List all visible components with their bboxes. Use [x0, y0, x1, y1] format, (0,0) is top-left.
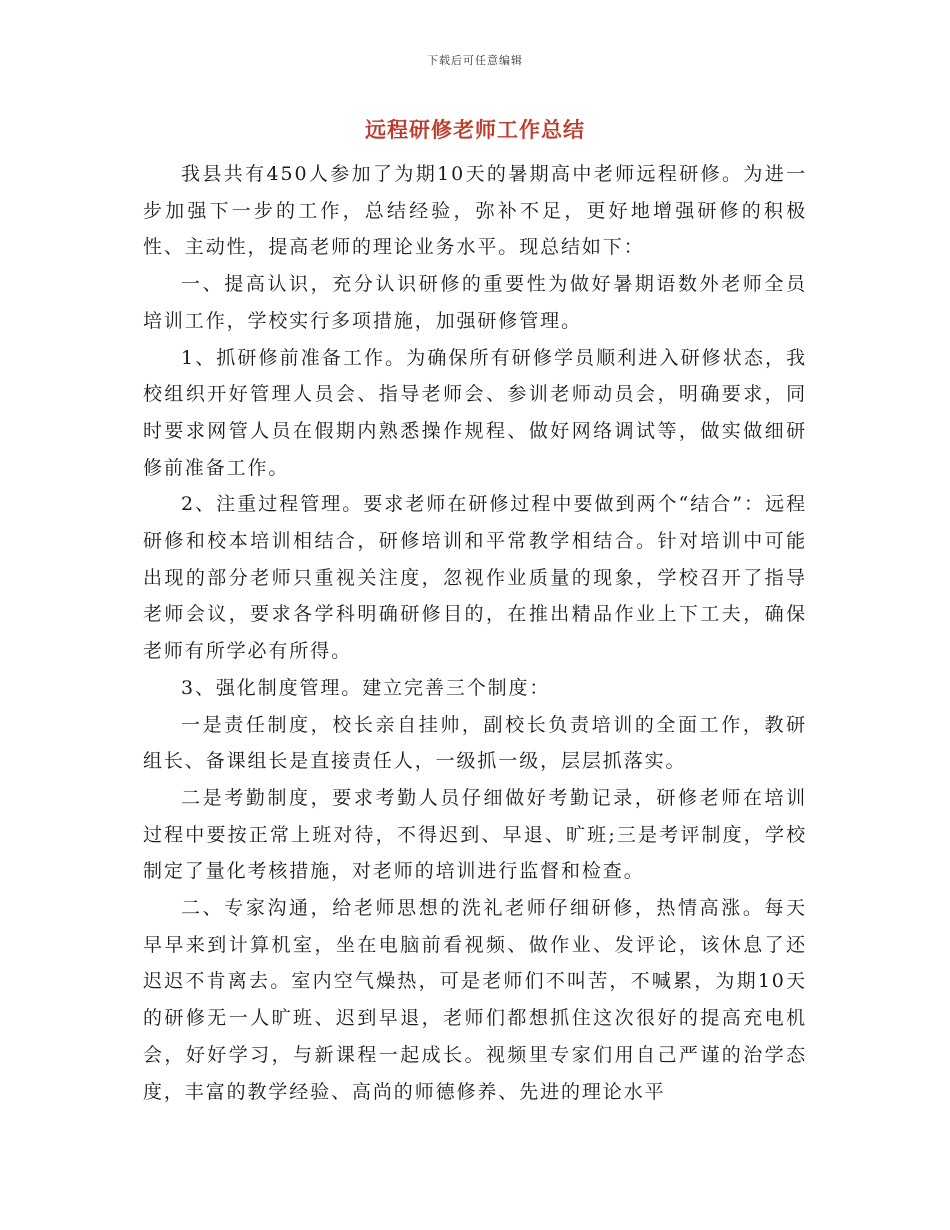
paragraph-section-2: 二、专家沟通，给老师思想的洗礼老师仔细研修，热情高涨。每天早早来到计算机室，坐在电脑前看视频、做作业、发评论，该休息了还迟迟不肯离去。室内空气燥热，可是老师们不叫苦，不喊累，为期10天的研修无一人旷班、迟到早退，老师们都想抓住这次很好的提高充电机会，好好学习，与新课程一起成长。视频里专家们用自己严谨的治学态度，丰富的教学经验、高尚的师德修养、先进的理论水平	[143, 897, 807, 1103]
document-title: 远程研修老师工作总结	[365, 118, 585, 142]
paragraph-section-1: 一、提高认识，充分认识研修的重要性为做好暑期语数外老师全员培训工作，学校实行多项措施，加强研修管理。	[143, 273, 807, 332]
paragraph-item-1: 1、抓研修前准备工作。为确保所有研修学员顺利进入研修状态，我校组织开好管理人员会、指导老师会、参训老师动员会，明确要求，同时要求网管人员在假期内熟悉操作规程、做好网络调试等，做实做细研修前准备工作。	[143, 346, 807, 479]
paragraph-item-3: 3、强化制度管理。建立完善三个制度：	[181, 676, 551, 699]
page-header: 下载后可任意编辑	[427, 54, 523, 67]
paragraph-intro: 我县共有450人参加了为期10天的暑期高中老师远程研修。为进一步加强下一步的工作，总结经验，弥补不足，更好地增强研修的积极性、主动性，提高老师的理论业务水平。现总结如下：	[143, 163, 807, 259]
paragraph-attendance-system: 二是考勤制度，要求考勤人员仔细做好考勤记录，研修老师在培训过程中要按正常上班对待，不得迟到、早退、旷班;三是考评制度，学校制定了量化考核措施，对老师的培训进行监督和检查。	[143, 786, 807, 883]
document-body	[143, 156, 807, 1110]
paragraph-responsibility-system: 一是责任制度，校长亲自挂帅，副校长负责培训的全面工作，教研组长、备课组长是直接责任人，一级抓一级，层层抓落实。	[143, 713, 807, 773]
paragraph-item-2: 2、注重过程管理。要求老师在研修过程中要做到两个“结合”：远程研修和校本培训相结合，研修培训和平常教学相结合。针对培训中可能出现的部分老师只重视关注度，忽视作业质量的现象，学校召开了指导老师会议，要求各学科明确研修目的，在推出精品作业上下工夫，确保老师有所学必有所得。	[143, 493, 807, 663]
